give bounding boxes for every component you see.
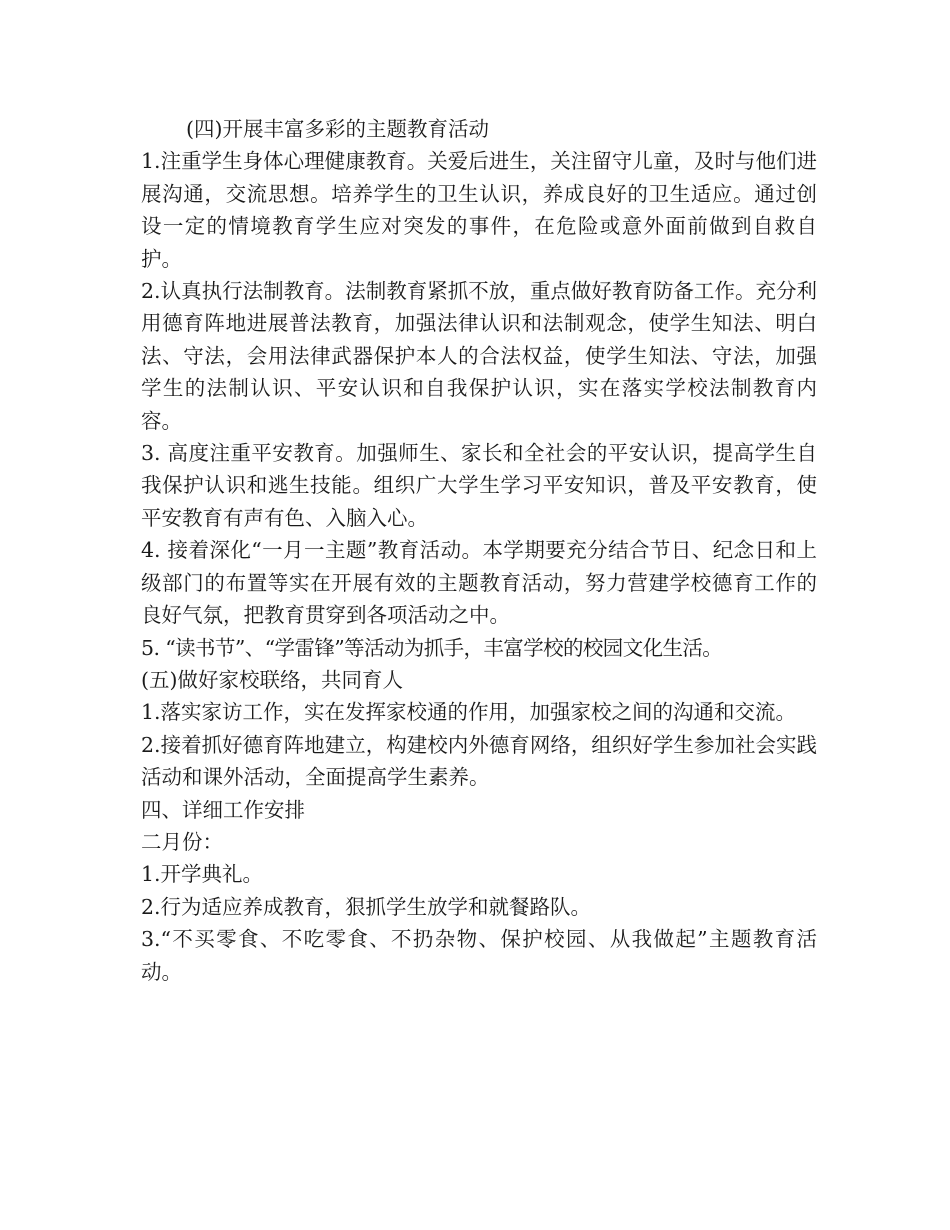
- feb-item-no-snacks-campaign: 3.“不买零食、不吃零食、不扔杂物、保护校园、从我做起”主题教育活动。: [141, 927, 817, 984]
- feb-item-opening-ceremony: 1.开学典礼。: [141, 862, 264, 887]
- paragraph-monthly-theme: 4. 接着深化“一月一主题”教育活动。本学期要充分结合节日、纪念日和上级部门的布置等实在开展有效的主题教育活动，努力营建学校德育工作的良好气氛，把教育贯穿到各项活动之中。: [141, 538, 817, 628]
- section-heading-4: (四)开展丰富多彩的主题教育活动: [186, 117, 489, 141]
- document-body: [141, 113, 817, 988]
- feb-item-behavior-habits: 2.行为适应养成教育，狠抓学生放学和就餐路队。: [141, 894, 592, 919]
- paragraph-home-visits: 1.落实家访工作，实在发挥家校通的作用，加强家校之间的沟通和交流。: [141, 700, 797, 725]
- paragraph-moral-network: 2.接着抓好德育阵地建立，构建校内外德育网络，组织好学生参加社会实践活动和课外活动，全面提高学生素养。: [141, 732, 817, 790]
- paragraph-health-education: 1.注重学生身体心理健康教育。关爱后进生，关注留守儿童，及时与他们进展沟通，交流思想。培养学生的卫生认识，养成良好的卫生适应。通过创设一定的情境教育学生应对突发的事件，在危险或意外面前做到自救自护。: [141, 149, 817, 271]
- paragraph-reading-festival: 5. “读书节”、“学雷锋”等活动为抓手，丰富学校的校园文化生活。: [141, 635, 723, 660]
- paragraph-legal-education: 2.认真执行法制教育。法制教育紧抓不放，重点做好教育防备工作。充分利用德育阵地进展普法教育，加强法律认识和法制观念，使学生知法、明白法、守法，会用法律武器保护本人的合法权益，使学生知法、守法，加强学生的法制认识、平安认识和自我保护认识，实在落实学校法制教育内容。: [141, 279, 817, 433]
- month-heading-february: 二月份：: [141, 829, 223, 854]
- paragraph-safety-education: 3. 高度注重平安教育。加强师生、家长和全社会的平安认识，提高学生自我保护认识和逃生技能。组织广大学生学习平安知识，普及平安教育，使平安教育有声有色、入脑入心。: [141, 441, 817, 530]
- section-heading-work-plan: 四、详细工作安排: [141, 797, 305, 822]
- section-heading-5: (五)做好家校联络，共同育人: [141, 667, 403, 692]
